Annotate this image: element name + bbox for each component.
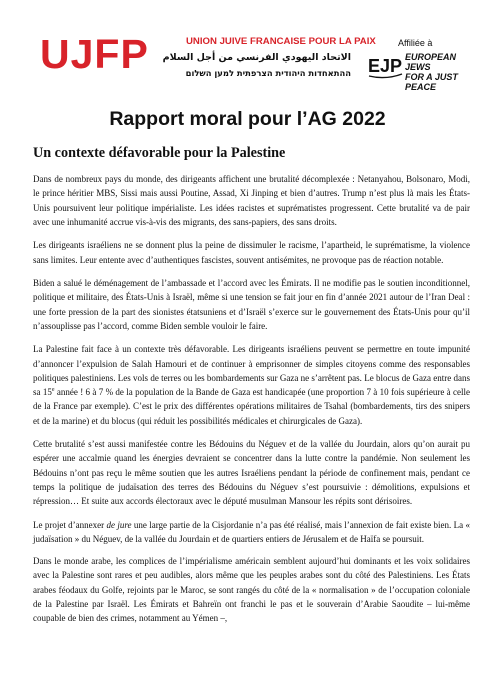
paragraph-6-part-1: Le projet d’annexer bbox=[33, 519, 107, 530]
body-text bbox=[33, 172, 470, 635]
org-name-french: UNION JUIVE FRANCAISE POUR LA PAIX bbox=[186, 36, 376, 47]
paragraph-4-part-2: année ! 6 à 7 % de la population de la Bande de Gaza est handicapée (une proportion 7 à 10 fois supérieure à celle de la France par exemple). C’est le prix des différentes opérations militaires de Tsahal (bombardements, tirs des snipers et de la marine) et du blocus (qui réduit les possibilités médicales et chirurgicales de Gaza). bbox=[33, 387, 470, 426]
paragraph-1: Dans de nombreux pays du monde, des dirigeants affichent une brutalité décomplexée : Netanyahou, Bolsonaro, Modi, le prince héritier MBS, Sissi mais aussi Poutine, Assad, Xi Jinping et bien d’autres. Trump n’est plus là mais les États-Unis poursuivent leur politique impérialiste. Les idées racistes et suprématistes progressent. Cette brutalité va de pair avec une inhumanité accrue vis-à-vis des migrants, des sans-papiers, des sans droits. bbox=[33, 174, 470, 227]
org-name-hebrew: ההתאחדות היהודית הצרפתית למען השלום bbox=[185, 68, 351, 78]
paragraph-6 bbox=[33, 518, 470, 547]
ujfp-logo: UJFP bbox=[40, 31, 149, 77]
ejp-name-line1: EUROPEAN JEWS bbox=[405, 52, 457, 72]
affiliation-label: Affiliée à bbox=[398, 38, 433, 48]
ejp-name-line2: FOR A JUST PEACE bbox=[405, 72, 458, 92]
paragraph-4-part-1: La Palestine fait face à un contexte très défavorable. Les dirigeants israéliens peuvent se permettre en toute impunité d’annoncer l’expulsion de Salah Hamouri et de continuer à emprisonner de simples citoyens comme des responsables politiques palestiniens. Les vols de terres ou les bombardements sur Gaza ne s’arrêtent pas. Le blocus de Gaza entre dans sa 15 bbox=[33, 344, 470, 398]
paragraph-4 bbox=[33, 342, 470, 428]
letterhead bbox=[0, 0, 495, 95]
document-title: Rapport moral pour l’AG 2022 bbox=[109, 108, 386, 130]
ejp-logo-mark: EJP bbox=[368, 56, 403, 76]
paragraph-3: Biden a salué le déménagement de l’ambassade et l’accord avec les Émirats. Il ne modifie pas le soutien inconditionnel, politique et militaire, des États-Unis à Israël, même si une tension se fait jour en fin d’année 2021 autour de l’Iran Deal : une forte pression de la part des sionistes étatsuniens et d’Israël s’exerce sur le gouvernement des États-Unis pour qu’il n’assouplisse pas l’accord, comme Biden semble vouloir le faire. bbox=[33, 278, 470, 331]
ejp-name bbox=[405, 52, 483, 92]
section-heading: Un contexte défavorable pour la Palestine bbox=[33, 145, 286, 161]
paragraph-6-emphasis: de jure bbox=[106, 519, 132, 530]
paragraph-6-part-2: une large partie de la Cisjordanie n’a pas été réalisé, mais l’annexion de fait existe bien. La « judaïsation » du Néguev, de la vallée du Jourdain et de quartiers entiers de Jérusalem et de Haïfa se poursuit. bbox=[33, 519, 470, 544]
ordinal-superscript: e bbox=[51, 387, 55, 394]
paragraph-5: Cette brutalité s’est aussi manifestée contre les Bédouins du Néguev et de la vallée du Jourdain, alors qu’on aurait pu espérer une accalmie quand les énergies devraient se concentrer dans la lutte contre la pandémie. Non seulement les Bédouins n’ont pas reçu le même soutien que les autres Israéliens pendant la période de confinement mais, pendant ce temps la politique de judaïsation des terres des Bédouins du Néguev s’est poursuivie : démolitions, expulsions et répression… Et suite aux accords électoraux avec le député musulman Mansour les répits sont dérisoires. bbox=[33, 439, 470, 507]
ejp-logo-icon bbox=[368, 52, 404, 80]
paragraph-7: Dans le monde arabe, les complices de l’impérialisme américain semblent aujourd’hui dominants et les voix solidaires avec la Palestine sont rares et peu audibles, alors même que les peuples arabes sont du côté des Palestiniens. Les États arabes féodaux du Golfe, rejoints par le Maroc, se sont rangés du côté de la « normalisation » de l’occupation coloniale de la Palestine par Israël. Les Émirats et Bahreïn ont franchi le pas et le souverain d’Arabie Saoudite – lui-même coupable de bien des crimes, notamment au Yémen –, bbox=[33, 556, 470, 624]
paragraph-2: Les dirigeants israéliens ne se donnent plus la peine de dissimuler le racisme, l’apartheid, le suprématisme, la violence sans limites. Leur entente avec d’authentiques fascistes, souvent antisémites, ne provoque pas de réaction notable. bbox=[33, 240, 470, 265]
org-name-arabic: الاتحاد اليهودي الفرنسي من أجل السلام bbox=[162, 52, 351, 63]
